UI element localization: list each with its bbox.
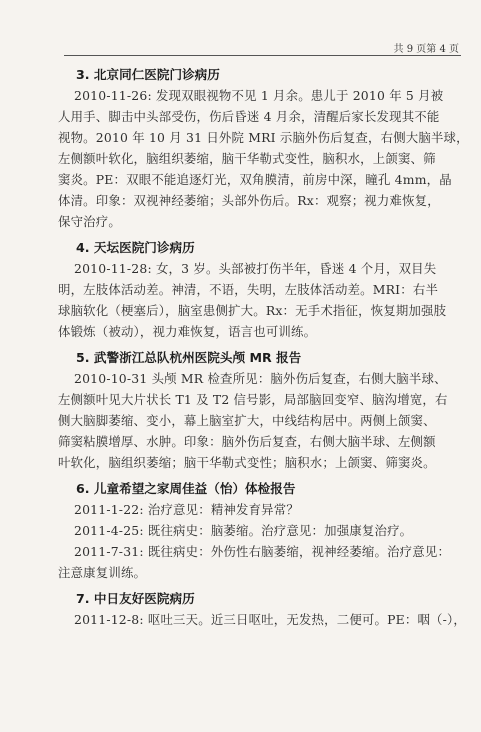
- section-paragraph: [58, 368, 461, 473]
- text-line: 视物。2010 年 10 月 31 日外院 MRI 示脑外伤后复查，右侧大脑半球，: [58, 130, 469, 145]
- section-health-check: [58, 478, 461, 583]
- text-line: 2011-1-22: 治疗意见：精神发育异常？: [74, 502, 299, 517]
- page-number: 共 9 页第 4 页: [393, 44, 459, 55]
- text-line: 明，左肢体活动差。神清，不语，失明，左肢体活动差。MRI：右半: [58, 282, 439, 297]
- text-line: 体锻炼（被动），视力难恢复，语言也可训练。: [58, 324, 317, 339]
- section-heading: 6. 儿童希望之家周佳益（怡）体检报告: [76, 481, 296, 496]
- text-line: 体清。印象：双视神经萎缩；头部外伤后。Rx：观察；视力难恢复，: [58, 193, 440, 208]
- text-line: 窦炎。PE：双眼不能追逐灯光，双角膜清，前房中深，瞳孔 4mm，晶: [58, 172, 452, 187]
- text-line: 球脑软化（梗塞后），脑室患侧扩大。Rx：无手术指征，恢复期加强肢: [58, 303, 447, 318]
- section-heading: 5. 武警浙江总队杭州医院头颅 MR 报告: [76, 350, 302, 365]
- text-line: 2011-7-31: 既往病史：外伤性右脑萎缩，视神经萎缩。治疗意见：: [74, 544, 451, 559]
- section-heading: 4. 天坛医院门诊病历: [76, 240, 195, 255]
- text-line: 2010-11-26: 发现双眼视物不见 1 月余。患儿于 2010 年 5 月被: [74, 88, 444, 103]
- section-paragraph: [58, 258, 461, 342]
- section-china-japan: [58, 588, 467, 630]
- text-line: 筛窦粘膜增厚、水肿。印象：脑外伤后复查，右侧大脑半球、左侧额: [58, 434, 436, 449]
- document-body: [58, 64, 469, 635]
- text-line: 2011-12-8: 呕吐三天。近三日呕吐，无发热，二便可。PE：咽（-），: [74, 612, 467, 627]
- text-line: 2010-11-28: 女，3 岁。头部被打伤半年，昏迷 4 个月，双目失: [74, 261, 437, 276]
- section-heading: 3. 北京同仁医院门诊病历: [76, 67, 220, 82]
- text-line: 2010-10-31 头颅 MR 检查所见：脑外伤后复查，右侧大脑半球、: [74, 371, 447, 386]
- section-heading: 7. 中日友好医院病历: [76, 591, 195, 606]
- text-line: 侧大脑脚萎缩、变小，幕上脑室扩大，中线结构居中。两侧上颌窦、: [58, 413, 436, 428]
- section-tiantan: [58, 237, 461, 342]
- section-mr-report: [58, 347, 461, 473]
- section-paragraph: [58, 499, 461, 583]
- text-line: 2011-4-25: 既往病史：脑萎缩。治疗意见：加强康复治疗。: [74, 523, 413, 538]
- header-rule: [64, 55, 461, 56]
- text-line: 保守治疗。: [58, 214, 121, 229]
- text-line: 左侧额叶见大片状长 T1 及 T2 信号影，局部脑回变窄、脑沟增宽，右: [58, 392, 448, 407]
- text-line: 注意康复训练。: [58, 565, 147, 580]
- text-line: 人用手、脚击中头部受伤，伤后昏迷 4 月余，清醒后家长发现其不能: [58, 109, 440, 124]
- section-paragraph: [58, 85, 469, 232]
- section-paragraph: [58, 609, 467, 630]
- text-line: 左侧额叶软化，脑组织萎缩，脑干华勒式变性，脑积水，上颌窦、筛: [58, 151, 436, 166]
- text-line: 叶软化，脑组织萎缩；脑干华勒式变性；脑积水；上颌窦、筛窦炎。: [58, 455, 436, 470]
- section-tongren: [58, 64, 469, 232]
